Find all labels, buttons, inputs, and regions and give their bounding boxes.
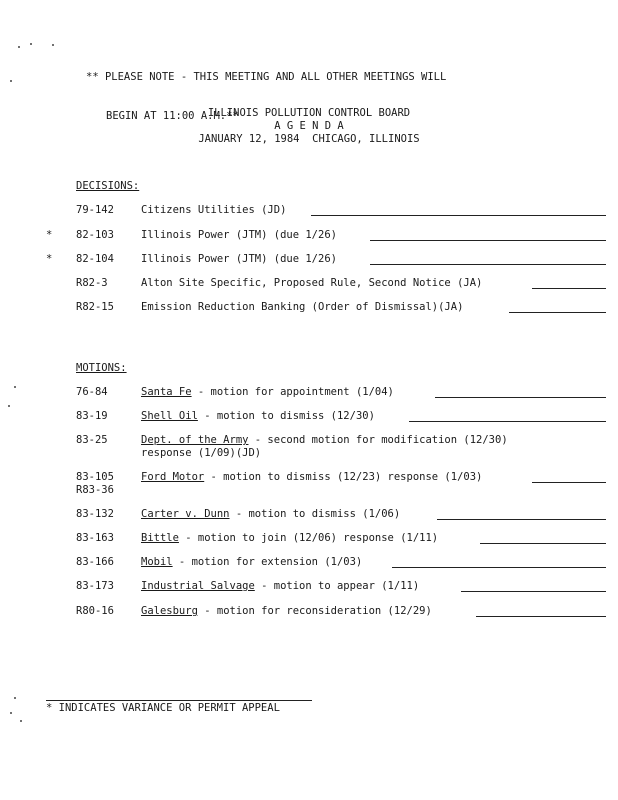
signature-line [480,543,606,544]
motion-description [141,434,508,447]
motion-text: - second motion for modification (12/30) [248,434,508,446]
signature-line [311,215,606,216]
docket-number: 82-103 [76,229,114,241]
motion-description [141,410,375,423]
decision-description: Citizens Utilities (JD) [141,204,287,216]
decision-row [0,253,618,267]
scan-speck [8,405,10,407]
motion-text: - motion to dismiss (12/23) response (1/03) [204,471,483,483]
docket-number: R82-3 [76,277,108,289]
signature-line [476,616,606,617]
motion-description [141,605,432,618]
motion-description [141,471,482,484]
decision-description: Emission Reduction Banking (Order of Dismissal)(JA) [141,301,464,313]
motion-description [141,386,394,399]
motion-description [141,532,438,545]
motion-row [0,532,618,546]
scan-speck [14,697,16,699]
variance-marker: * [46,229,53,241]
decision-row [0,204,618,218]
motion-text: - motion to appear (1/11) [254,580,420,592]
motion-row [0,434,618,459]
signature-line [392,567,606,568]
signature-line [461,591,606,592]
variance-marker: * [46,253,53,265]
signature-line [370,240,606,241]
party-name: Galesburg [141,605,198,617]
motion-text: - motion to dismiss (12/30) [197,410,375,422]
motion-row [0,508,618,522]
docket-number: 83-166 [76,556,114,568]
motion-row [0,386,618,400]
motion-response-line: response (1/09)(JD) [141,447,262,459]
motion-text: - motion for reconsideration (12/29) [197,605,432,617]
signature-line [532,482,606,483]
signature-line [532,288,606,289]
party-name: Ford Motor [141,471,205,483]
party-name: Santa Fe [141,386,192,398]
motion-description [141,556,362,569]
footer-rule [46,700,312,701]
party-name: Mobil [141,556,173,568]
decision-row [0,229,618,243]
motion-row [0,471,618,496]
motion-text: - motion to dismiss (1/06) [229,508,401,520]
scan-speck [10,712,12,714]
motion-row [0,580,618,594]
docket-number: 83-25 [76,434,108,446]
docket-number: 83-132 [76,508,114,520]
docket-number: 83-19 [76,410,108,422]
docket-number: 76-84 [76,386,108,398]
scan-speck [20,720,22,722]
motion-text: - motion for extension (1/03) [172,556,363,568]
signature-line [409,421,606,422]
decision-description: Illinois Power (JTM) (due 1/26) [141,253,337,265]
docket-number: 83-105 [76,471,114,483]
signature-line [435,397,606,398]
variance-legend: * INDICATES VARIANCE OR PERMIT APPEAL [46,702,280,714]
scan-speck [18,46,20,48]
motion-row [0,410,618,424]
meeting-date-line: JANUARY 12, 1984 CHICAGO, ILLINOIS [198,133,420,145]
note-line-2: BEGIN AT 11:00 A.M.** [106,110,239,122]
signature-line [437,519,606,520]
decisions-heading: DECISIONS: [76,180,140,192]
motion-description [141,508,400,521]
decision-row [0,277,618,291]
agenda-subtitle: A G E N D A [274,120,344,132]
scan-speck [30,43,32,45]
scan-speck [10,80,12,82]
docket-number: 83-163 [76,532,114,544]
docket-number: R82-15 [76,301,114,313]
docket-number-secondary: R83-36 [76,484,114,496]
party-name: Bittle [141,532,179,544]
docket-number: R80-16 [76,605,114,617]
signature-line [370,264,606,265]
motion-description [141,580,419,593]
docket-number: 83-173 [76,580,114,592]
scan-speck [52,44,54,46]
motions-heading: MOTIONS: [76,362,127,374]
motion-text: - motion for appointment (1/04) [191,386,394,398]
motion-row [0,605,618,619]
party-name: Carter v. Dunn [141,508,230,520]
party-name: Industrial Salvage [141,580,255,592]
agenda-header [0,107,618,146]
note-line-1: ** PLEASE NOTE - THIS MEETING AND ALL OTHER MEETINGS WILL [86,71,447,83]
decision-row [0,301,618,315]
motion-text: - motion to join (12/06) response (1/11) [178,532,439,544]
party-name: Shell Oil [141,410,198,422]
docket-number: 82-104 [76,253,114,265]
decision-description: Alton Site Specific, Proposed Rule, Second Notice (JA) [141,277,483,289]
motion-row [0,556,618,570]
signature-line [509,312,606,313]
docket-number: 79-142 [76,204,114,216]
board-title: ILLINOIS POLLUTION CONTROL BOARD [207,107,411,119]
decision-description: Illinois Power (JTM) (due 1/26) [141,229,337,241]
party-name: Dept. of the Army [141,434,249,446]
